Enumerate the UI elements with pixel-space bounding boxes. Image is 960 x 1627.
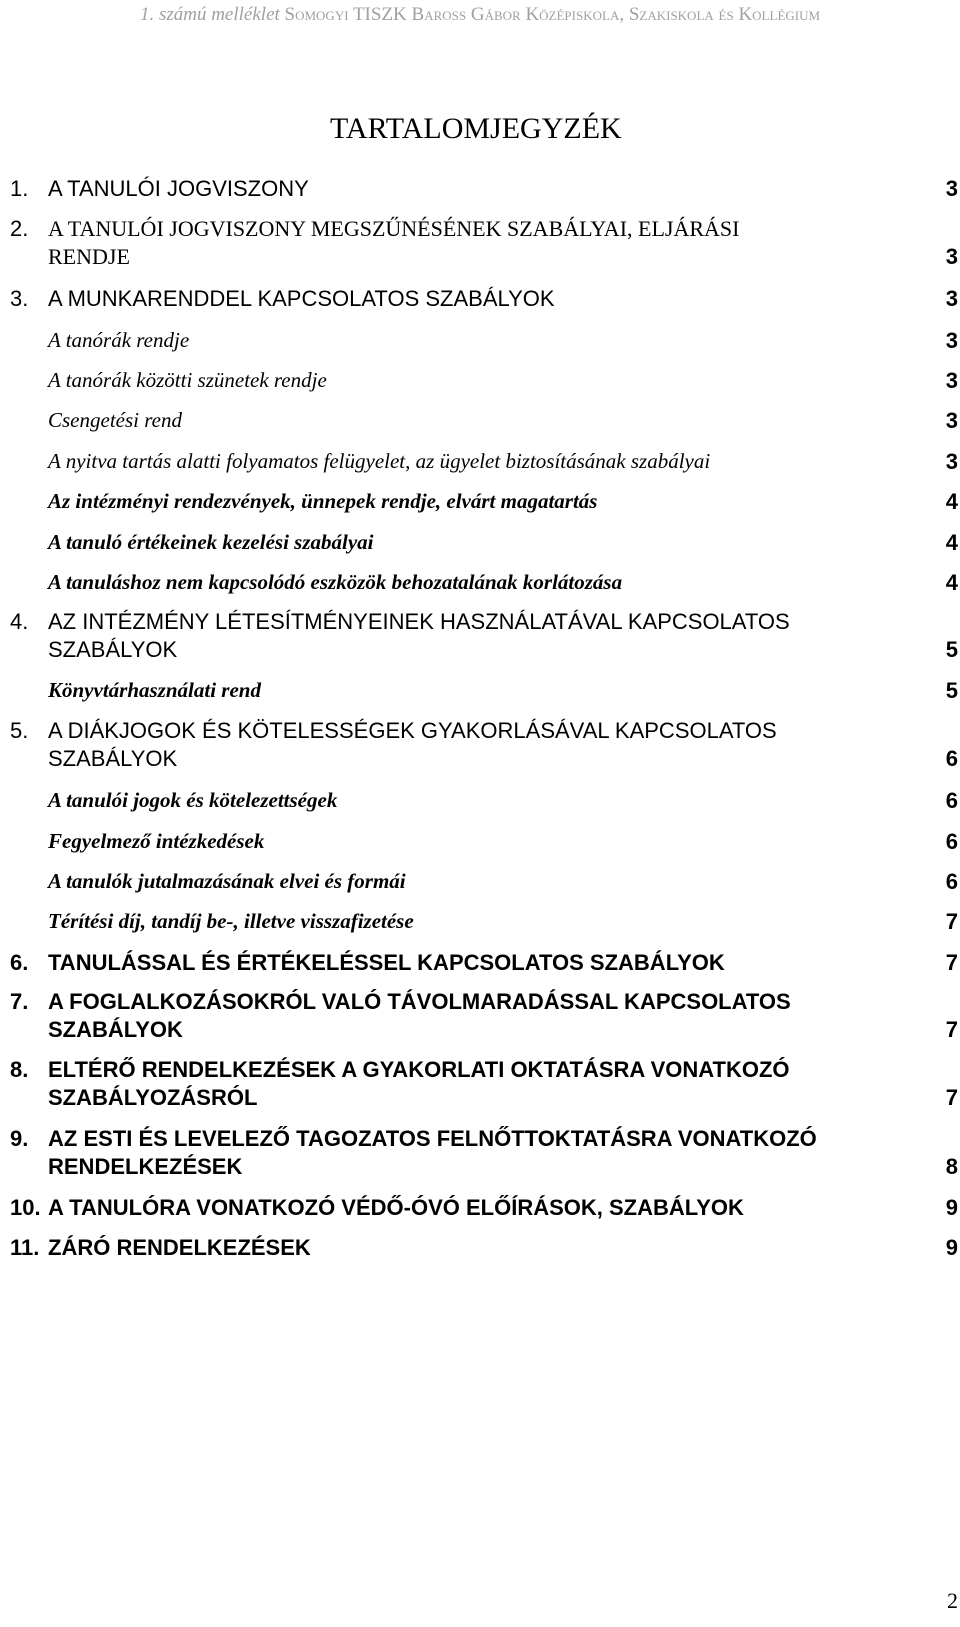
- toc-entry-page: 3: [945, 368, 958, 393]
- page-title: TARTALOMJEGYZÉK: [330, 112, 622, 145]
- toc-entry-page: 3: [945, 449, 958, 474]
- toc-entry-title-cont: SZABÁLYOK: [48, 637, 178, 662]
- toc-entry-number: 3.: [10, 286, 29, 311]
- header-prefix: 1. számú melléklet: [139, 4, 280, 25]
- toc-entry-title: ZÁRÓ RENDELKEZÉSEK: [48, 1235, 311, 1260]
- page-header: [0, 4, 960, 26]
- toc-entry-page: 3: [945, 286, 958, 311]
- toc-entry-title: Könyvtárhasználati rend: [48, 678, 261, 702]
- toc-entry-title: A MUNKARENDDEL KAPCSOLATOS SZABÁLYOK: [48, 286, 555, 311]
- toc-entry-title: TANULÁSSAL ÉS ÉRTÉKELÉSSEL KAPCSOLATOS SZABÁLYOK: [48, 950, 725, 975]
- toc-entry-number: 1.: [10, 176, 29, 201]
- toc-entry-number: 11.: [10, 1235, 40, 1260]
- toc-entry-page: 5: [945, 637, 958, 662]
- toc-entry-title: A FOGLALKOZÁSOKRÓL VALÓ TÁVOLMARADÁSSAL KAPCSOLATOS: [48, 989, 791, 1014]
- toc-entry-page: 7: [945, 909, 958, 934]
- toc-entry-title-cont: SZABÁLYOZÁSRÓL: [48, 1085, 258, 1110]
- toc-entry-title: A tanórák rendje: [48, 328, 190, 352]
- toc-entry-title-cont: SZABÁLYOK: [48, 746, 178, 771]
- toc-entry-number: 8.: [10, 1057, 29, 1082]
- toc-entry-page: 6: [945, 788, 958, 813]
- toc-entry-page: 3: [945, 176, 958, 201]
- toc-entry-page: 3: [945, 244, 958, 269]
- toc-entry-title: Csengetési rend: [48, 408, 182, 432]
- toc-entry-page: 9: [945, 1235, 958, 1260]
- toc-entry-title: AZ ESTI ÉS LEVELEZŐ TAGOZATOS FELNŐTTOKTATÁSRA VONATKOZÓ: [48, 1126, 817, 1151]
- toc-entry-title: A TANULÓRA VONATKOZÓ VÉDŐ-ÓVÓ ELŐÍRÁSOK, SZABÁLYOK: [48, 1195, 744, 1220]
- toc-entry-page: 7: [945, 1017, 958, 1042]
- toc-entry-title-cont: RENDELKEZÉSEK: [48, 1154, 243, 1179]
- toc-entry-title: A tanulói jogok és kötelezettségek: [48, 788, 338, 812]
- toc-entry-title: A TANULÓI JOGVISZONY: [48, 176, 309, 201]
- toc-entry-page: 6: [945, 869, 958, 894]
- toc-entry-number: 5.: [10, 718, 29, 743]
- toc-entry-title: Fegyelmező intézkedések: [48, 829, 265, 853]
- toc-entry-page: 3: [945, 408, 958, 433]
- toc-entry-title: A TANULÓI JOGVISZONY MEGSZŰNÉSÉNEK SZABÁLYAI, ELJÁRÁSI: [48, 216, 740, 241]
- toc-entry-title-cont: RENDJE: [48, 244, 130, 269]
- toc-entry-number: 2.: [10, 216, 29, 241]
- toc-entry-page: 9: [945, 1195, 958, 1220]
- toc-entry-title-cont: SZABÁLYOK: [48, 1017, 183, 1042]
- toc-entry-title: ELTÉRŐ RENDELKEZÉSEK A GYAKORLATI OKTATÁSRA VONATKOZÓ: [48, 1057, 790, 1082]
- toc-entry-page: 4: [945, 489, 958, 514]
- page-number: 2: [947, 1588, 958, 1613]
- toc-entry-title: Térítési díj, tandíj be-, illetve visszafizetése: [48, 909, 414, 933]
- toc-entry-number: 7.: [10, 989, 29, 1014]
- toc-entry-title: A tanulók jutalmazásának elvei és formái: [48, 869, 406, 893]
- toc-entry-title: A DIÁKJOGOK ÉS KÖTELESSÉGEK GYAKORLÁSÁVAL KAPCSOLATOS: [48, 718, 777, 743]
- toc-entry-page: 3: [945, 328, 958, 353]
- toc-entry-title: A nyitva tartás alatti folyamatos felügyelet, az ügyelet biztosításának szabályai: [48, 449, 711, 473]
- toc-entry-title: AZ INTÉZMÉNY LÉTESÍTMÉNYEINEK HASZNÁLATÁVAL KAPCSOLATOS: [48, 609, 790, 634]
- toc-entry-title: A tanórák közötti szünetek rendje: [48, 368, 327, 392]
- toc-entry-number: 4.: [10, 609, 29, 634]
- toc-entry-page: 6: [945, 746, 958, 771]
- toc-entry-page: 7: [945, 950, 958, 975]
- toc-entry-page: 4: [945, 530, 958, 555]
- toc-entry-page: 5: [945, 678, 958, 703]
- toc-entry-page: 7: [945, 1085, 958, 1110]
- toc-entry-page: 6: [945, 829, 958, 854]
- toc-entry-number: 10.: [10, 1195, 41, 1220]
- toc-entry-number: 9.: [10, 1126, 29, 1151]
- toc-entry-page: 8: [945, 1154, 958, 1179]
- toc-entry-title: A tanuláshoz nem kapcsolódó eszközök behozatalának korlátozása: [48, 570, 623, 594]
- header-school: Somogyi TISZK Baross Gábor Középiskola, Szakiskola és Kollégium: [284, 4, 821, 25]
- toc-entry-number: 6.: [10, 950, 29, 975]
- toc-entry-title: A tanuló értékeinek kezelési szabályai: [48, 530, 374, 554]
- toc-entry-page: 4: [945, 570, 958, 595]
- toc-entry-title: Az intézményi rendezvények, ünnepek rendje, elvárt magatartás: [48, 489, 598, 513]
